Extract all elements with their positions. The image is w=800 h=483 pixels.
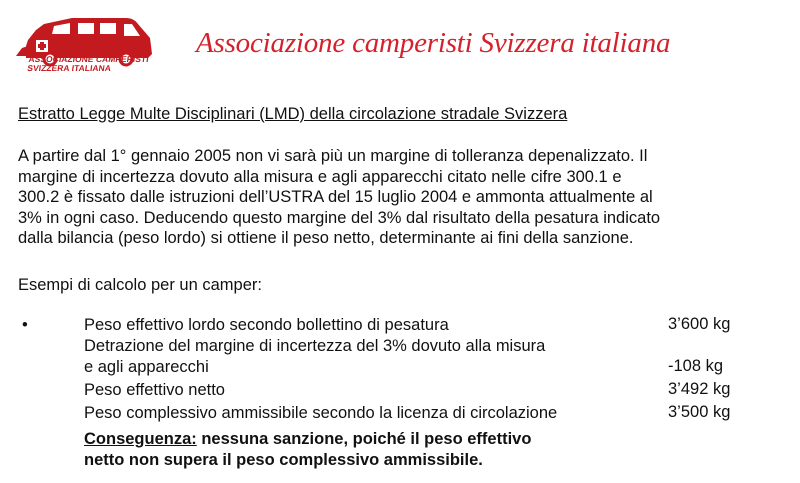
association-title: Associazione camperisti Svizzera italiana (196, 27, 671, 59)
conclusion (84, 429, 531, 470)
calc-row-label: e agli apparecchi (84, 358, 209, 376)
intro-line: A partire dal 1° gennaio 2005 non vi sarà più un margine di tolleranza depenalizzato. Il (18, 147, 648, 165)
intro-line: 300.2 è fissato dalle istruzioni dell’USTRA del 15 luglio 2004 e ammonta attualmente al (18, 188, 653, 206)
logo-text (27, 55, 170, 73)
examples-title: Esempi di calcolo per un camper: (18, 276, 262, 294)
intro-line: 3% in ogni caso. Deducendo questo margine del 3% dal risultato della pesatura indicato (18, 208, 661, 227)
intro-line: margine di incertezza dovuto alla misura e agli apparecchi citato nelle cifre 300.1 e (18, 167, 622, 186)
bullet-marker: • (22, 316, 28, 334)
conclusion-line-1 (84, 429, 531, 450)
document-heading: Estratto Legge Multe Disciplinari (LMD) della circolazione stradale Svizzera (18, 105, 568, 123)
calc-row-label: Peso complessivo ammissibile secondo la licenza di circolazione (84, 404, 558, 422)
intro-line: dalla bilancia (peso lordo) si ottiene il peso netto, determinante ai fini della sanzione. (18, 229, 634, 247)
logo-text-line-2: SVIZZERA ITALIANA (26, 63, 112, 73)
calc-row-label: Peso effettivo netto (84, 381, 225, 399)
calc-row-value: 3’492 kg (668, 380, 731, 398)
intro-paragraph (18, 146, 798, 249)
calc-row-label: Detrazione del margine di incertezza del 3% dovuto alla misura (84, 337, 546, 355)
calc-row-value: -108 kg (668, 357, 724, 375)
logo-text-line-1: ASSOCIAZIONE CAMPERISTI (28, 54, 150, 64)
conclusion-line-2: netto non supera il peso complessivo ammissibile. (84, 450, 483, 469)
conclusion-keyword: Conseguenza: (84, 430, 197, 448)
calc-row-value: 3’500 kg (668, 403, 731, 421)
calc-row-label: Peso effettivo lordo secondo bollettino di pesatura (84, 316, 449, 334)
conclusion-text: nessuna sanzione, poiché il peso effettivo (196, 430, 532, 448)
calc-row-value: 3’600 kg (668, 315, 731, 333)
